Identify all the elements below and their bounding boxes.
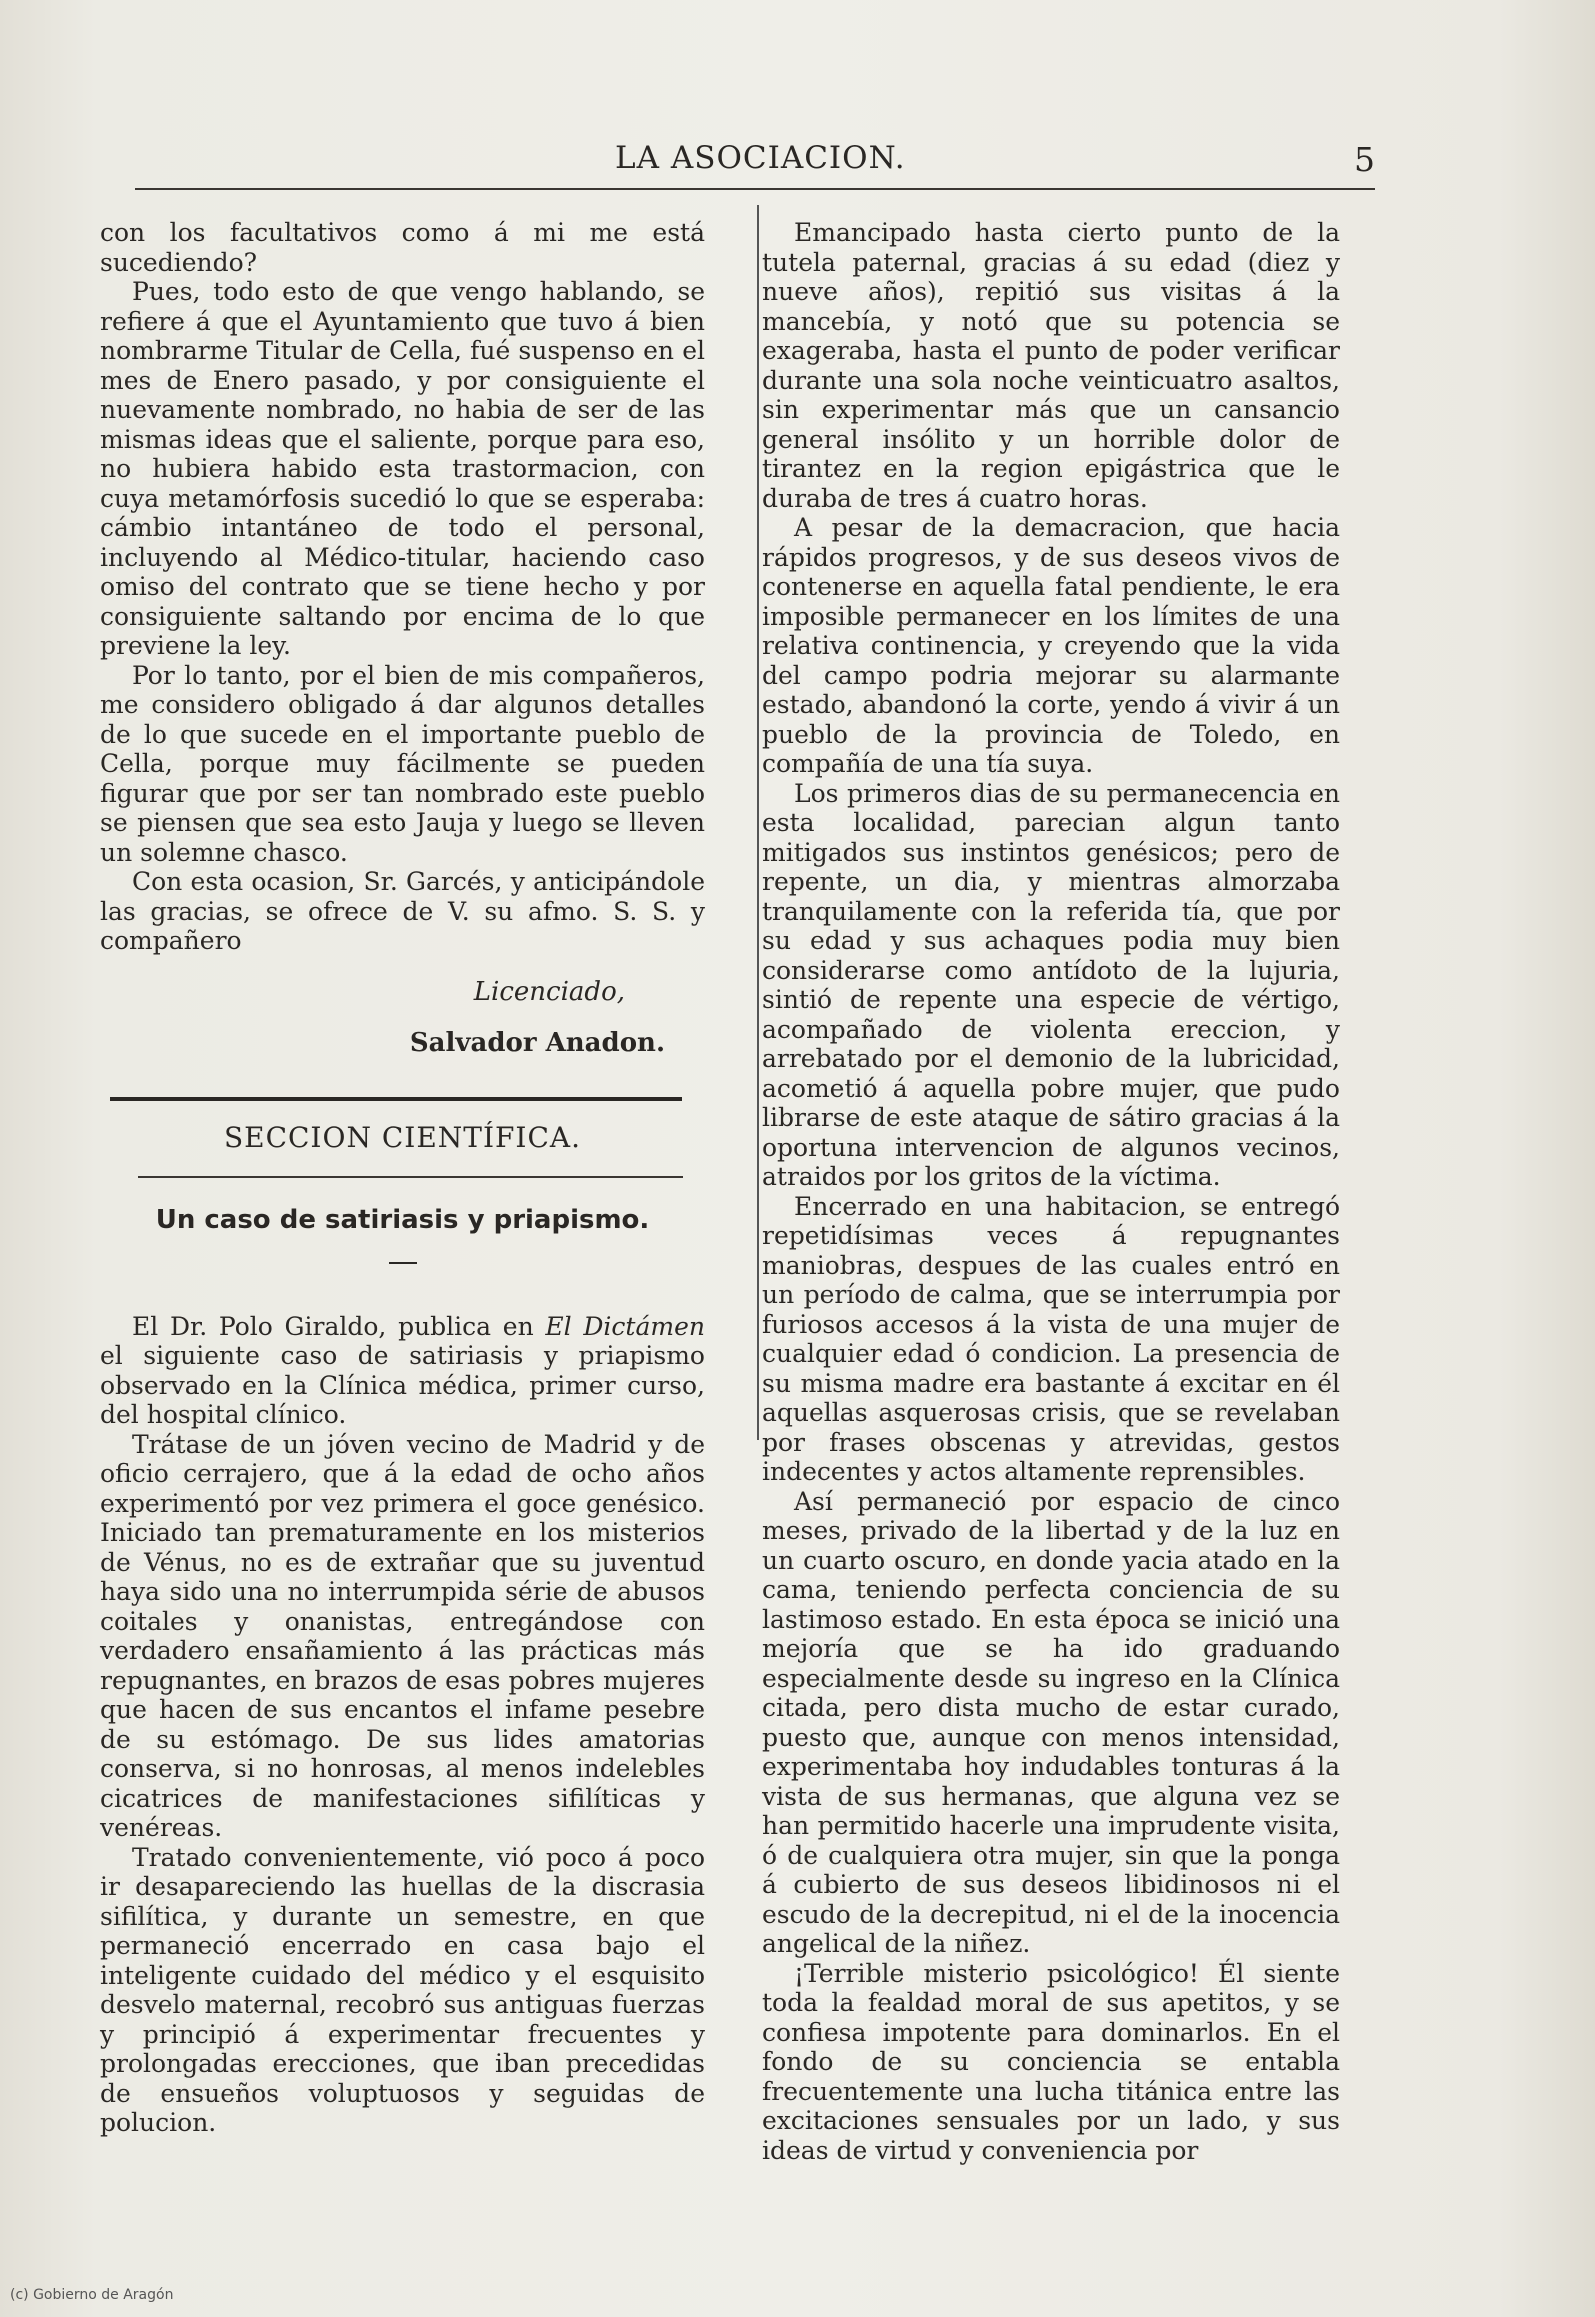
paragraph: ¡Terrible misterio psicológico! Él siente toda la fealdad moral de sus apetitos, y se confiesa impotente para dominarlos. En el fondo de su conciencia se entabla frecuentemente una lucha titánica entre las excitaciones sensuales por un lado, y sus ideas de virtud y conveniencia por [762, 1958, 1340, 2165]
paragraph: Así permaneció por espacio de cinco meses, privado de la libertad y de la luz en un cuarto oscuro, en donde yacia atado en la cama, teniendo perfecta conciencia de su lastimoso estado. En esta época se inició una mejoría que se ha ido graduando especialmente desde su ingreso en la Clínica citada, pero dista mucho de estar curado, puesto que, aunque con menos intensidad, experimentaba hoy indudables tonturas á la vista de sus hermanas, que alguna vez se han permitido hacerle una imprudente visita, ó de cualquiera otra mujer, sin que la ponga á cubierto de sus deseos libidinosos ni el escudo de la decrepitud, ni el de la inocencia angelical de la niñez. [762, 1486, 1340, 1958]
signature-title: Licenciado, [473, 976, 625, 1007]
paragraph: Trátase de un jóven vecino de Madrid y de oficio cerrajero, que á la edad de ocho años experimentó por vez primera el goce genésico. Iniciado tan prematuramente en los misterios de Vénus, no es de extrañar que su juventud haya sido una no interrumpida série de abusos coitales y onanistas, entregándose con verdadero ensañamiento á las prácticas más repugnantes, en brazos de esas pobres mujeres que hacen de sus encantos el infame pesebre de su estómago. De sus lides amatorias conserva, si no honrosas, al menos indelebles cicatrices de manifestaciones sifilíticas y venéreas. [100, 1429, 705, 1842]
paragraph: A pesar de la demacracion, que hacia rápidos progresos, y de sus deseos vivos de contenerse en aquella fatal pendiente, le era imposible permanecer en los límites de una relativa continencia, y creyendo que la vida del campo podria mejorar su alarmante estado, abandonó la corte, yendo á vivir á un pueblo de la provincia de Toledo, en compañía de una tía suya. [762, 513, 1340, 778]
source-publication: El Dictámen [545, 1311, 705, 1341]
paragraph: Por lo tanto, por el bien de mis compañeros, me considero obligado á dar algunos detalles de lo que sucede en el importante pueblo de Cella, porque muy fácilmente se pueden figurar que por ser tan nombrado este pueblo se piensen que sea esto Jauja y luego se lleven un solemne chasco. [100, 660, 705, 867]
right-column [762, 218, 1340, 2165]
paragraph: Tratado convenientemente, vió poco á poco ir desapareciendo las huellas de la discrasia sifilítica, y durante un semestre, en que permaneció encerrado en casa bajo el inteligente cuidado del médico y el esquisito desvelo maternal, recobró sus antiguas fuerzas y principió á experimentar frecuentes y prolongadas erecciones, que iban precedidas de ensueños voluptuosos y seguidas de polucion. [100, 1842, 705, 2137]
article-intro [100, 1312, 705, 1430]
column-divider [757, 205, 759, 1440]
copyright-credit: (c) Gobierno de Aragón [10, 2287, 174, 2303]
signature-name: Salvador Anadon. [409, 1028, 665, 1058]
section-title: SECCION CIENTÍFICA. [223, 1120, 582, 1154]
title-dash [389, 1262, 417, 1264]
paragraph: con los facultativos como á mi me está sucediendo? [100, 218, 705, 277]
paragraph: Pues, todo esto de que vengo hablando, se refiere á que el Ayuntamiento que tuvo á bien nombrarme Titular de Cella, fué suspenso en el mes de Enero pasado, y por consiguiente el nuevamente nombrado, no habia de ser de las mismas ideas que el saliente, porque para eso, no hubiera habido esta trastormacion, con cuya metamórfosis sucedió lo que se esperaba: cámbio intantáneo de todo el personal, incluyendo al Médico-titular, haciendo caso omiso del contrato que se tiene hecho y por consiguiente saltando por encima de lo que previene la ley. [100, 277, 705, 660]
left-column [100, 218, 705, 2138]
article-title: Un caso de satiriasis y priapismo. [155, 1205, 650, 1235]
paragraph: Emancipado hasta cierto punto de la tutela paternal, gracias á su edad (diez y nueve años), repitió sus visitas á la mancebía, y notó que su potencia se exageraba, hasta el punto de poder verificar durante una sola noche veinticuatro asaltos, sin experimentar más que un cansancio general insólito y un horrible dolor de tirantez en la region epigástrica que le duraba de tres á cuatro horas. [762, 218, 1340, 513]
section-rule-bottom [138, 1176, 683, 1178]
article-intro-rest: el siguiente caso de satiriasis y priapismo observado en la Clínica médica, primer curso, del hospital clínico. [100, 1341, 705, 1429]
page-header [135, 140, 1375, 182]
page-number: 5 [1354, 140, 1375, 179]
paragraph: Los primeros dias de su permanecencia en esta localidad, parecian algun tanto mitigados sus instintos genésicos; pero de repente, un dia, y mientras almorzaba tranquilamente con la referida tía, que por su edad y sus achaques podia muy bien considerarse como antídoto de la lujuria, sintió de repente una especie de vértigo, acompañado de violenta ereccion, y arrebatado por el demonio de la lubricidad, acometió á aquella pobre mujer, que pudo librarse de este ataque de sátiro gracias á la oportuna intervencion de algunos vecinos, atraidos por los gritos de la víctima. [762, 778, 1340, 1191]
article-intro-lead: El Dr. Polo Giraldo, publica en [132, 1311, 546, 1341]
running-title: LA ASOCIACION. [615, 140, 906, 176]
paragraph: Encerrado en una habitacion, se entregó repetidísimas veces á repugnantes maniobras, despues de las cuales entró en un período de calma, que se interrumpia por furiosos accesos á la vista de una mujer de cualquier edad ó condicion. La presencia de su misma madre era bastante á excitar en él aquellas asquerosas crisis, que se revelaban por frases obscenas y atrevidas, gestos indecentes y actos altamente reprensibles. [762, 1191, 1340, 1486]
paragraph: Con esta ocasion, Sr. Garcés, y anticipándole las gracias, se ofrece de V. su afmo. S. S. y compañero [100, 867, 705, 955]
section-rule-top [110, 1097, 682, 1101]
header-rule [135, 188, 1375, 190]
